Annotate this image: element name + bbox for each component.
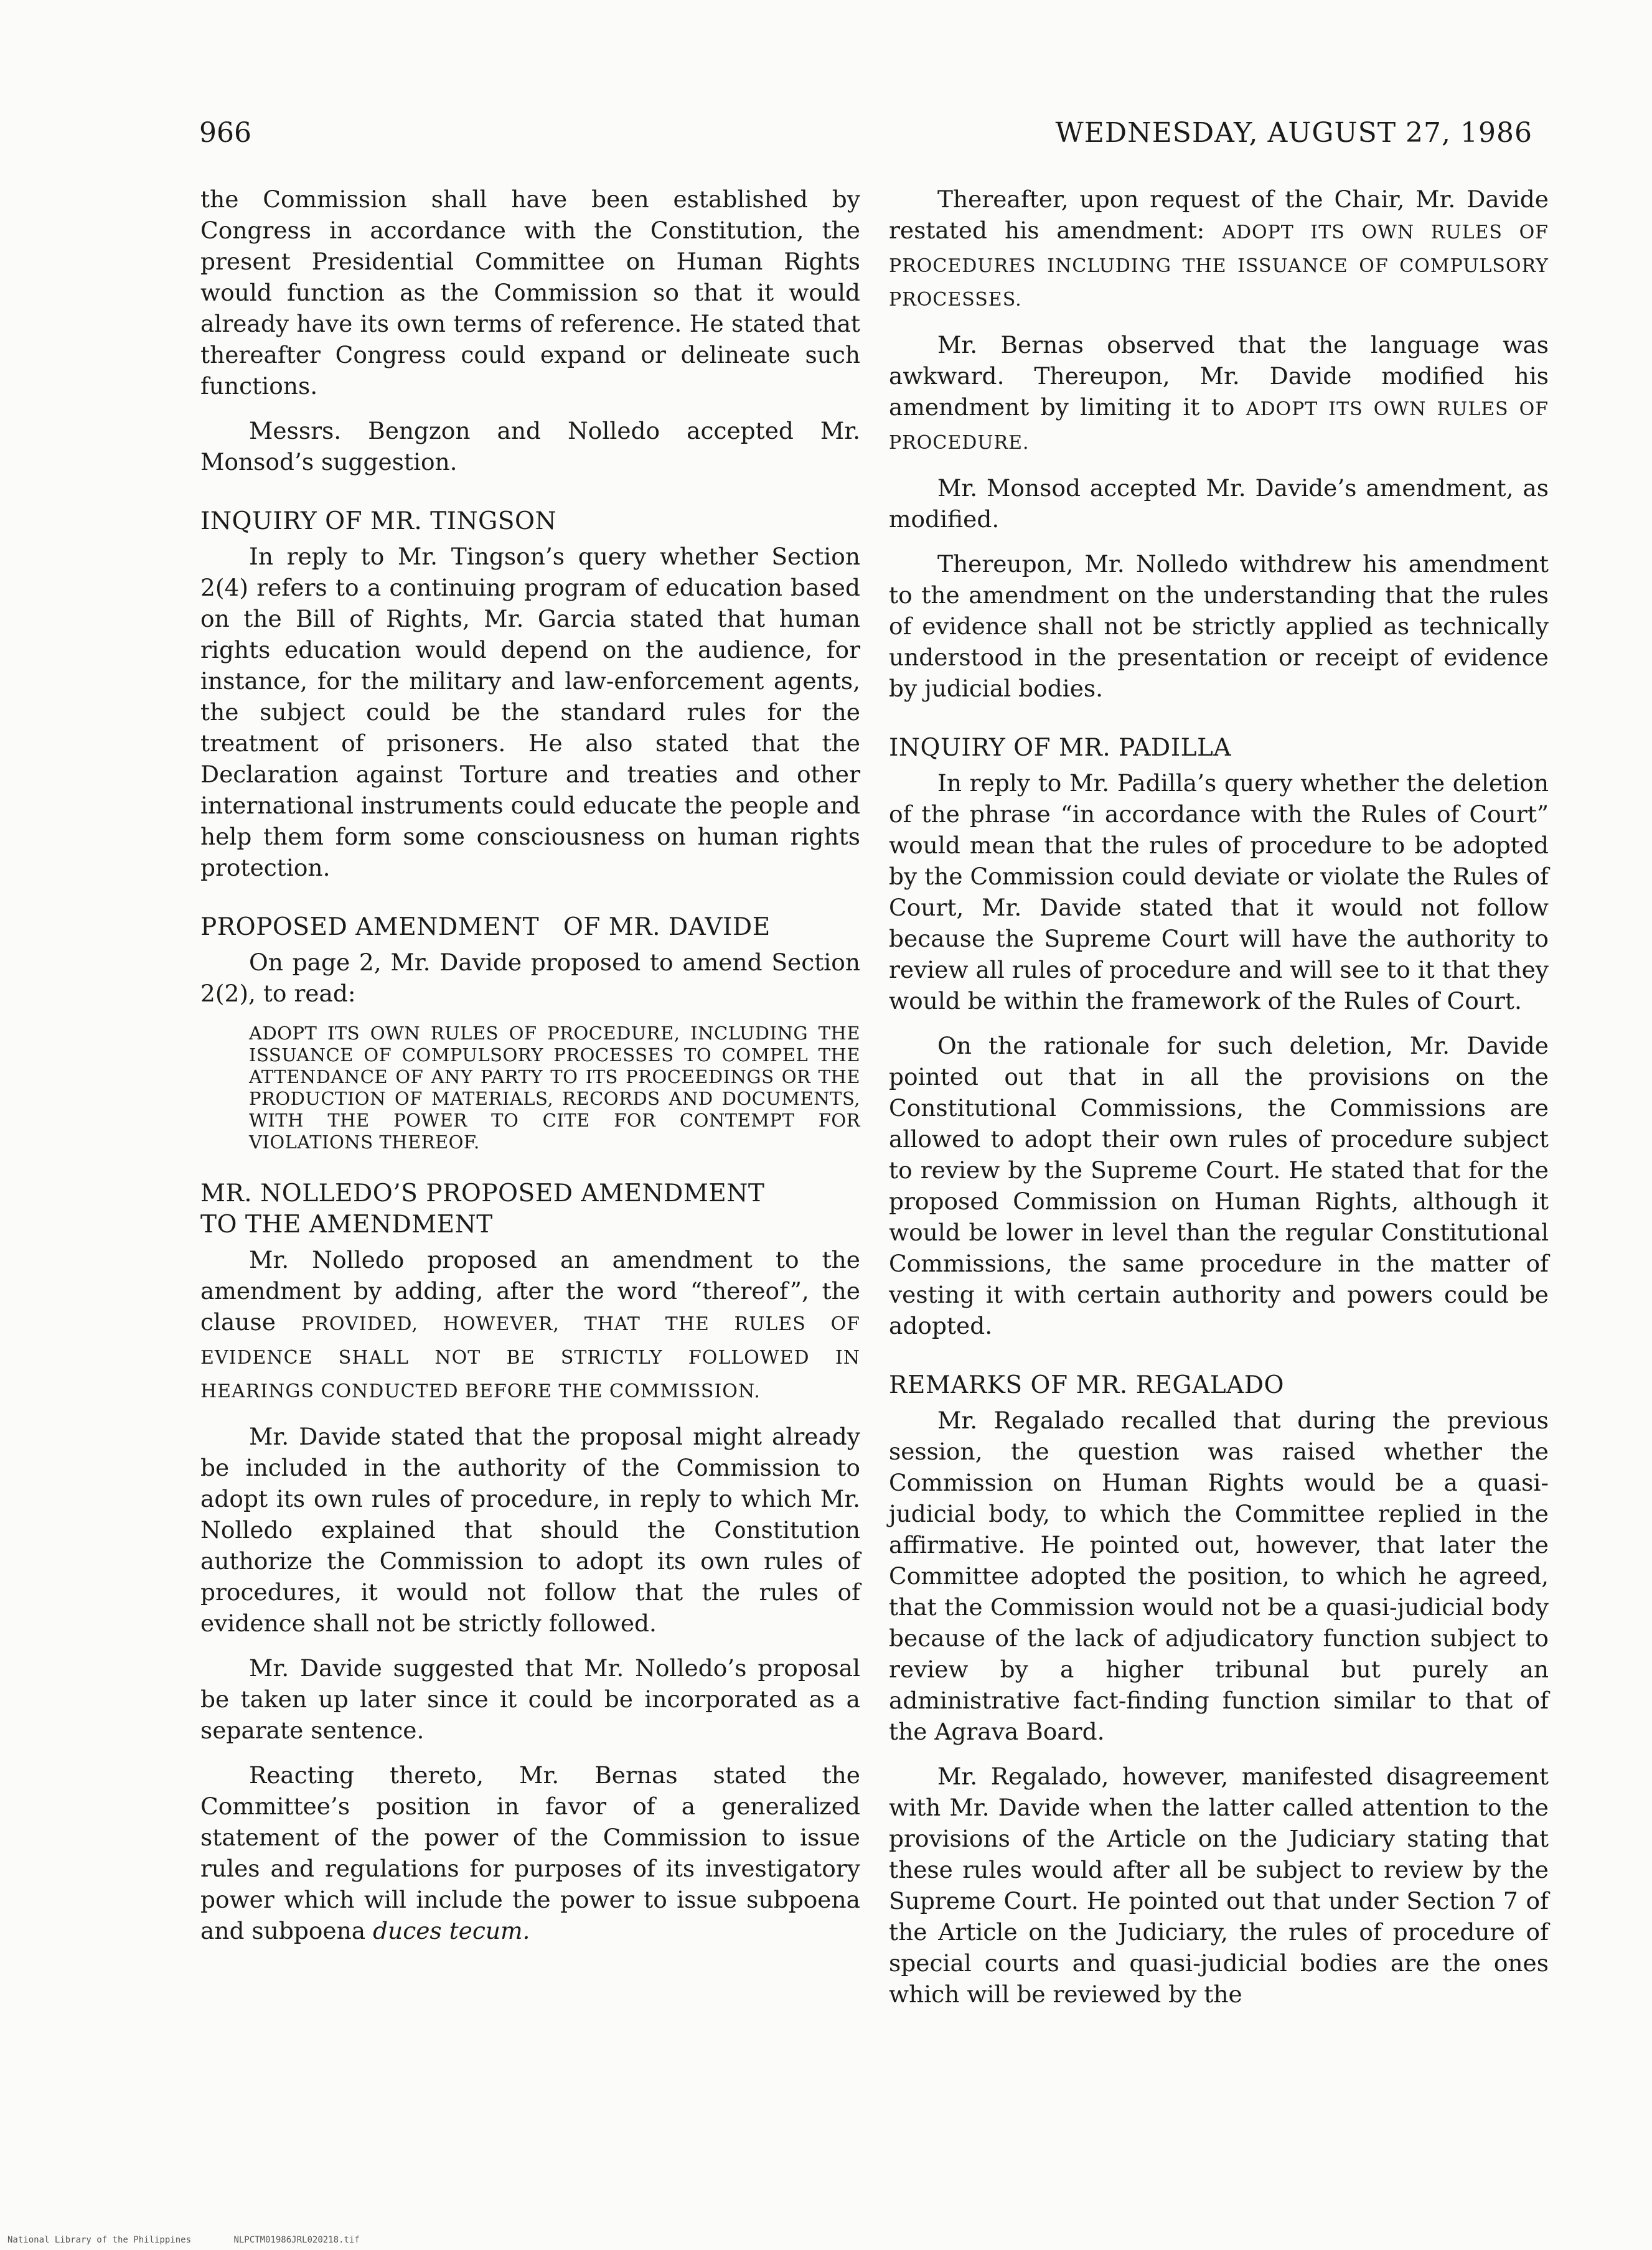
paragraph bbox=[889, 329, 1549, 459]
paragraph-caps-text: ADOPT ITS OWN RULES OF PROCEDURES INCLUDING THE ISSUANCE OF COMPULSORY PROCESSES. bbox=[889, 222, 1549, 311]
paragraph bbox=[889, 184, 1549, 316]
paragraph: On page 2, Mr. Davide proposed to amend Section 2(2), to read: bbox=[200, 949, 860, 1007]
paragraph bbox=[200, 1760, 860, 1946]
paragraph: Mr. Regalado recalled that during the previous session, the question was raised whether the Commission on Human Rights would be a quasi-judicial body, to which the Committee replied in the affirmative. He pointed out, however, that later the Committee adopted the position, to which he agreed, that the Commission would not be a quasi-judicial body because of the lack of adjudicatory function subject to review by a higher tribunal but purely an administrative fact-finding function similar to that of the Agrava Board. bbox=[889, 1407, 1549, 1745]
paragraph: the Commission shall have been established by Congress in accordance with the Constitution, the present Presidential Committee on Human Rights would function as the Commission so that it would already have its own terms of reference. He stated that thereafter Congress could expand or delineate such functions. bbox=[200, 185, 860, 400]
library-credit: National Library of the Philippines bbox=[7, 2235, 192, 2245]
paragraph-caps-text: PROVIDED, HOWEVER, THAT THE RULES OF EVIDENCE SHALL NOT BE STRICTLY FOLLOWED IN HEARINGS CONDUCTED BEFORE THE COMMISSION. bbox=[200, 1313, 860, 1402]
paragraph-text: Thereafter, upon request of the Chair, Mr. Davide restated his amendment: bbox=[889, 185, 1549, 244]
paragraph: Thereupon, Mr. Nolledo withdrew his amendment to the amendment on the understanding that the rules of evidence shall not be strictly applied as technically understood in the presentation or receipt of evidence by judicial bodies. bbox=[889, 550, 1549, 702]
paragraph: Mr. Regalado, however, manifested disagreement with Mr. Davide when the latter called attention to the provisions of the Article on the Judiciary stating that these rules would after all be subject to review by the Supreme Court. He pointed out that under Section 7 of the Article on the Judiciary, the rules of procedure of special courts and quasi-judicial bodies are the ones which will be reviewed by the bbox=[889, 1763, 1549, 2008]
paragraph: In reply to Mr. Tingson’s query whether Section 2(4) refers to a continuing program of education based on the Bill of Rights, Mr. Garcia stated that human rights education would depend on the audience, for instance, for the military and law-enforcement agents, the subject could be the standard rules for the treatment of prisoners. He also stated that the Declaration against Torture and treaties and other international instruments could educate the people and help them form some consciousness on human rights protection. bbox=[200, 543, 860, 881]
scan-filename: NLPCTM01986JRL020218.tif bbox=[233, 2235, 360, 2245]
section-heading-padilla: INQUIRY OF MR. PADILLA bbox=[889, 734, 1232, 762]
section-heading-regalado: REMARKS OF MR. REGALADO bbox=[889, 1371, 1285, 1399]
paragraph bbox=[200, 1244, 860, 1407]
heading-line: MR. NOLLEDO’S PROPOSED AMENDMENT bbox=[200, 1179, 765, 1207]
scan-footer bbox=[7, 2235, 397, 2245]
paragraph-text: Reacting thereto, Mr. Bernas stated the Committee’s position in favor of a generalized statement of the power of the Commission to issue rules and regulations for purposes of its investigatory power which will include the power to issue subpoena and subpoena bbox=[200, 1761, 860, 1944]
section-heading-davide-amendment: PROPOSED AMENDMENT OF MR. DAVIDE bbox=[200, 913, 771, 941]
page-date-header: WEDNESDAY, AUGUST 27, 1986 bbox=[1055, 117, 1532, 149]
paragraph: Mr. Davide stated that the proposal might already be included in the authority of the Commission to adopt its own rules of procedure, in reply to which Mr. Nolledo explained that should the Constitution authorize the Commission to adopt its own rules of procedures, it would not follow that the rules of evidence shall not be strictly followed. bbox=[200, 1423, 860, 1637]
paragraph-text: Mr. Nolledo proposed an amendment to the amendment by adding, after the word “thereof”, the clause bbox=[200, 1246, 860, 1336]
paragraph: On the rationale for such deletion, Mr. Davide pointed out that in all the provisions on the Constitutional Commissions, the Commissions are allowed to adopt their own rules of procedure subject to review by the Supreme Court. He stated that for the proposed Commission on Human Rights, although it would be lower in level than the regular Constitutional Commissions, the same procedure in the matter of vesting it with certain authority and powers could be adopted. bbox=[889, 1032, 1549, 1339]
italic-text: duces tecum. bbox=[373, 1917, 530, 1944]
section-heading-nolledo bbox=[200, 1178, 860, 1240]
paragraph-caps-text: ADOPT ITS OWN RULES OF PROCEDURE. bbox=[889, 398, 1549, 454]
paragraph-text: Mr. Bernas observed that the language was awkward. Thereupon, Mr. Davide modified his amendment by limiting it to bbox=[889, 331, 1549, 421]
paragraph: In reply to Mr. Padilla’s query whether the deletion of the phrase “in accordance with the Rules of Court” would mean that the rules of procedure to be adopted by the Commission could deviate or violate the Rules of Court, Mr. Davide stated that it would not follow because the Supreme Court will have the authority to review all rules of procedure and will see to it that they would be within the framework of the Rules of Court. bbox=[889, 769, 1549, 1015]
right-column bbox=[889, 184, 1549, 2023]
left-column bbox=[200, 184, 860, 1960]
paragraph: Mr. Davide suggested that Mr. Nolledo’s proposal be taken up later since it could be incorporated as a separate sentence. bbox=[200, 1654, 860, 1744]
page-number: 966 bbox=[199, 117, 251, 149]
section-heading-tingson: INQUIRY OF MR. TINGSON bbox=[200, 507, 557, 535]
paragraph: Messrs. Bengzon and Nolledo accepted Mr. Monsod’s suggestion. bbox=[200, 417, 860, 476]
heading-line: TO THE AMENDMENT bbox=[200, 1211, 493, 1239]
block-quote: ADOPT ITS OWN RULES OF PROCEDURE, INCLUDING THE ISSUANCE OF COMPULSORY PROCESSES TO COMPEL THE ATTENDANCE OF ANY PARTY TO ITS PROCEEDINGS OR THE PRODUCTION OF MATERIALS, RECORDS AND DOCUMENTS, WITH THE POWER TO CITE FOR CONTEMPT FOR VIOLATIONS THEREOF. bbox=[249, 1023, 860, 1153]
paragraph: Mr. Monsod accepted Mr. Davide’s amendment, as modified. bbox=[889, 474, 1549, 533]
